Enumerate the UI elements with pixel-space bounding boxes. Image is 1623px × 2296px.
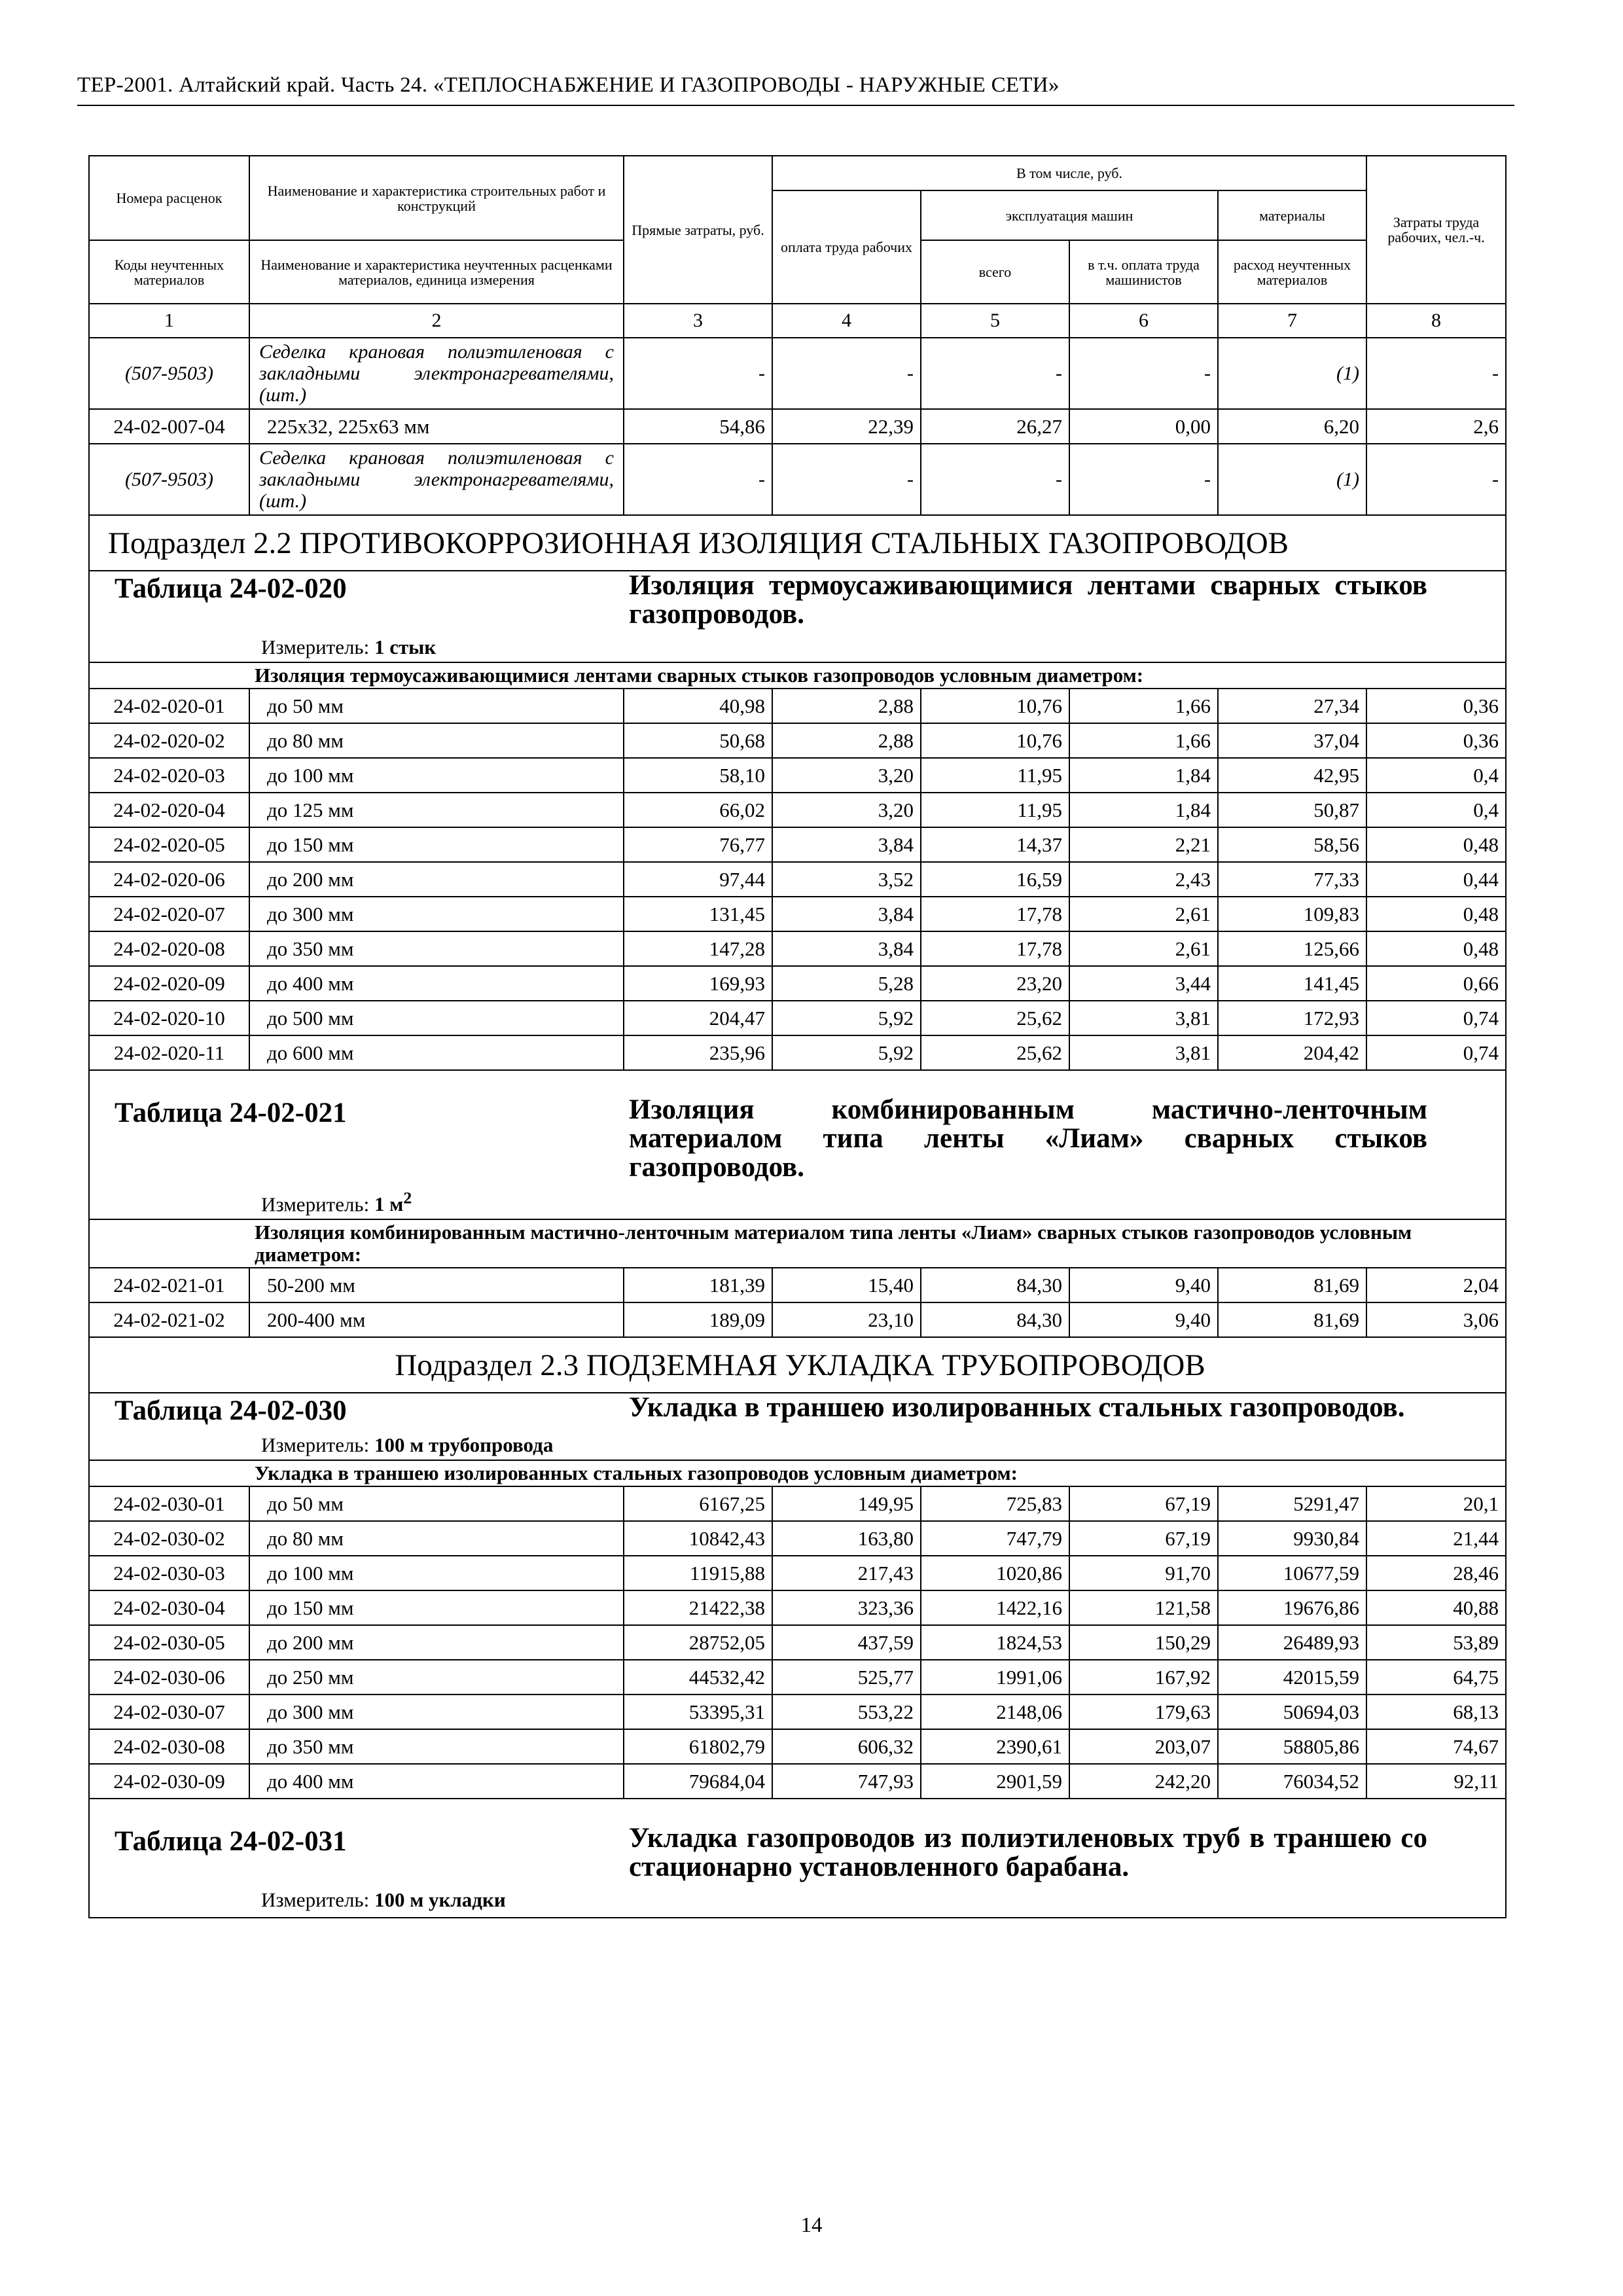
value-cell: 3,44 <box>1069 966 1218 1001</box>
value-cell: (1) <box>1218 444 1366 515</box>
rate-name: до 200 мм <box>249 1625 624 1660</box>
value-cell: 67,19 <box>1069 1486 1218 1521</box>
table-heading-020 <box>89 571 1506 662</box>
value-cell: 22,39 <box>772 409 921 444</box>
value-cell: 5,92 <box>772 1035 921 1070</box>
value-cell: 28752,05 <box>624 1625 772 1660</box>
rate-name: до 80 мм <box>249 1521 624 1556</box>
value-cell: 189,09 <box>624 1302 772 1337</box>
value-cell: 747,79 <box>921 1521 1069 1556</box>
rate-code: 24-02-020-04 <box>89 793 249 827</box>
value-cell: 42,95 <box>1218 758 1366 793</box>
column-number: 8 <box>1366 304 1506 338</box>
value-cell: 179,63 <box>1069 1695 1218 1729</box>
value-cell: 2,6 <box>1366 409 1506 444</box>
rate-code: 24-02-020-06 <box>89 862 249 897</box>
table-description: Укладка в траншею изолированных стальных газопроводов. <box>629 1392 1405 1424</box>
value-cell: 40,98 <box>624 689 772 723</box>
value-cell: 2,88 <box>772 689 921 723</box>
value-cell: 15,40 <box>772 1268 921 1302</box>
rate-code: 24-02-030-06 <box>89 1660 249 1695</box>
value-cell: 19676,86 <box>1218 1590 1366 1625</box>
table-row <box>89 1521 1506 1556</box>
rate-name: до 350 мм <box>249 931 624 966</box>
material-row <box>89 338 1506 409</box>
value-cell: 2901,59 <box>921 1764 1069 1799</box>
table-row <box>89 1035 1506 1070</box>
value-cell: 91,70 <box>1069 1556 1218 1590</box>
rate-code: 24-02-030-08 <box>89 1729 249 1764</box>
value-cell: 27,34 <box>1218 689 1366 723</box>
value-cell: 181,39 <box>624 1268 772 1302</box>
table-row <box>89 966 1506 1001</box>
table-row <box>89 1001 1506 1035</box>
value-cell: 50,68 <box>624 723 772 758</box>
value-cell: 84,30 <box>921 1302 1069 1337</box>
value-cell: 14,37 <box>921 827 1069 862</box>
value-cell: 40,88 <box>1366 1590 1506 1625</box>
rate-name: 50-200 мм <box>249 1268 624 1302</box>
rate-name: до 150 мм <box>249 827 624 862</box>
value-cell: 1,66 <box>1069 689 1218 723</box>
value-cell: 147,28 <box>624 931 772 966</box>
value-cell: 5,92 <box>772 1001 921 1035</box>
rate-name: Седелка крановая полиэтиленовая с закладными электронагревателями, (шт.) <box>249 338 624 409</box>
table-row <box>89 1486 1506 1521</box>
rate-name: до 300 мм <box>249 1695 624 1729</box>
rate-code: 24-02-020-05 <box>89 827 249 862</box>
column-number: 3 <box>624 304 772 338</box>
value-cell: 74,67 <box>1366 1729 1506 1764</box>
header-codes: Номера расценок <box>89 156 249 240</box>
value-cell: 217,43 <box>772 1556 921 1590</box>
value-cell: 149,95 <box>772 1486 921 1521</box>
table-heading-030 <box>89 1393 1506 1460</box>
rate-name: до 200 мм <box>249 862 624 897</box>
value-cell: 54,86 <box>624 409 772 444</box>
header-mat-codes: Коды неучтенных материалов <box>89 240 249 304</box>
header-unaccounted: расход неучтенных материалов <box>1218 240 1366 304</box>
value-cell: 64,75 <box>1366 1660 1506 1695</box>
value-cell: 21,44 <box>1366 1521 1506 1556</box>
table-row <box>89 689 1506 723</box>
value-cell: 1020,86 <box>921 1556 1069 1590</box>
value-cell: 235,96 <box>624 1035 772 1070</box>
rate-name: 200-400 мм <box>249 1302 624 1337</box>
header-name: Наименование и характеристика строительных работ и конструкций <box>249 156 624 240</box>
value-cell: 28,46 <box>1366 1556 1506 1590</box>
value-cell: 25,62 <box>921 1035 1069 1070</box>
header-mat-name: Наименование и характеристика неучтенных расценками материалов, единица измерения <box>249 240 624 304</box>
rate-code: 24-02-021-02 <box>89 1302 249 1337</box>
table-row <box>89 1660 1506 1695</box>
value-cell: 9,40 <box>1069 1302 1218 1337</box>
value-cell: 3,84 <box>772 931 921 966</box>
rate-name: до 250 мм <box>249 1660 624 1695</box>
value-cell: (1) <box>1218 338 1366 409</box>
value-cell: 10,76 <box>921 723 1069 758</box>
table-heading-031 <box>89 1799 1506 1918</box>
value-cell: - <box>772 444 921 515</box>
rate-code: 24-02-020-10 <box>89 1001 249 1035</box>
value-cell: 50,87 <box>1218 793 1366 827</box>
rate-name: 225x32, 225x63 мм <box>249 409 624 444</box>
value-cell: 725,83 <box>921 1486 1069 1521</box>
value-cell: 553,22 <box>772 1695 921 1729</box>
subsection-title: Подраздел 2.3 ПОДЗЕМНАЯ УКЛАДКА ТРУБОПРОВОДОВ <box>89 1337 1506 1393</box>
value-cell: 141,45 <box>1218 966 1366 1001</box>
table-row <box>89 1268 1506 1302</box>
value-cell: 1824,53 <box>921 1625 1069 1660</box>
value-cell: 437,59 <box>772 1625 921 1660</box>
table-unit: Измеритель: 1 $м^2$ <box>261 1189 412 1216</box>
rate-name: до 125 мм <box>249 793 624 827</box>
value-cell: 163,80 <box>772 1521 921 1556</box>
table-020-rows <box>89 689 1506 1070</box>
header-labor: оплата труда рабочих <box>772 190 921 304</box>
value-cell: 17,78 <box>921 897 1069 931</box>
table-row <box>89 1695 1506 1729</box>
value-cell: - <box>1069 338 1218 409</box>
table-row <box>89 1556 1506 1590</box>
value-cell: 10,76 <box>921 689 1069 723</box>
value-cell: 0,4 <box>1366 758 1506 793</box>
value-cell: 2,21 <box>1069 827 1218 862</box>
subsection-title: Подраздел 2.2 ПРОТИВОКОРРОЗИОННАЯ ИЗОЛЯЦИЯ СТАЛЬНЫХ ГАЗОПРОВОДОВ <box>89 515 1506 571</box>
value-cell: - <box>1366 444 1506 515</box>
value-cell: 67,19 <box>1069 1521 1218 1556</box>
value-cell: 0,00 <box>1069 409 1218 444</box>
rate-code: 24-02-020-01 <box>89 689 249 723</box>
value-cell: 0,74 <box>1366 1035 1506 1070</box>
value-cell: 1422,16 <box>921 1590 1069 1625</box>
rate-code: 24-02-020-02 <box>89 723 249 758</box>
rate-code: 24-02-007-04 <box>89 409 249 444</box>
rate-name: до 80 мм <box>249 723 624 758</box>
value-cell: 242,20 <box>1069 1764 1218 1799</box>
value-cell: 9,40 <box>1069 1268 1218 1302</box>
value-cell: 23,10 <box>772 1302 921 1337</box>
table-name: Таблица 24-02-030 <box>115 1395 347 1427</box>
table-row <box>89 1729 1506 1764</box>
value-cell: 3,84 <box>772 897 921 931</box>
rate-code: 24-02-030-09 <box>89 1764 249 1799</box>
header-direct: Прямые затраты, руб. <box>624 156 772 304</box>
value-cell: 3,20 <box>772 793 921 827</box>
value-cell: 6167,25 <box>624 1486 772 1521</box>
value-cell: 3,52 <box>772 862 921 897</box>
value-cell: 76,77 <box>624 827 772 862</box>
table-spec: Изоляция термоусаживающимися лентами сварных стыков газопроводов условным диаметром: <box>89 662 1506 689</box>
value-cell: 20,1 <box>1366 1486 1506 1521</box>
value-cell: 2,43 <box>1069 862 1218 897</box>
value-cell: 37,04 <box>1218 723 1366 758</box>
value-cell: 53395,31 <box>624 1695 772 1729</box>
table-row <box>89 827 1506 862</box>
value-cell: 81,69 <box>1218 1268 1366 1302</box>
column-number: 5 <box>921 304 1069 338</box>
value-cell: 0,48 <box>1366 827 1506 862</box>
rate-code: 24-02-030-02 <box>89 1521 249 1556</box>
value-cell: 1991,06 <box>921 1660 1069 1695</box>
table-description: Изоляция термоусаживающимися лентами сварных стыков газопроводов. <box>629 570 1427 630</box>
value-cell: 92,11 <box>1366 1764 1506 1799</box>
rate-name: до 400 мм <box>249 1764 624 1799</box>
table-unit: Измеритель: 100 м трубопровода <box>261 1433 554 1457</box>
column-number: 6 <box>1069 304 1218 338</box>
table-row <box>89 931 1506 966</box>
value-cell: 172,93 <box>1218 1001 1366 1035</box>
value-cell: 525,77 <box>772 1660 921 1695</box>
value-cell: 23,20 <box>921 966 1069 1001</box>
rate-code: 24-02-030-03 <box>89 1556 249 1590</box>
value-cell: 10677,59 <box>1218 1556 1366 1590</box>
value-cell: 42015,59 <box>1218 1660 1366 1695</box>
rate-code: 24-02-020-07 <box>89 897 249 931</box>
column-number: 2 <box>249 304 624 338</box>
value-cell: 58,10 <box>624 758 772 793</box>
rate-name: до 100 мм <box>249 1556 624 1590</box>
value-cell: - <box>1366 338 1506 409</box>
value-cell: 5291,47 <box>1218 1486 1366 1521</box>
value-cell: 203,07 <box>1069 1729 1218 1764</box>
rates-table <box>88 155 1507 1918</box>
rate-name: до 100 мм <box>249 758 624 793</box>
table-row <box>89 1590 1506 1625</box>
material-row <box>89 444 1506 515</box>
rate-code: 24-02-030-05 <box>89 1625 249 1660</box>
value-cell: 6,20 <box>1218 409 1366 444</box>
header-labor-cost: Затраты труда рабочих, чел.-ч. <box>1366 156 1506 304</box>
table-description: Укладка газопроводов из полиэтиленовых труб в траншею со стационарно установленного барабана. <box>629 1823 1427 1883</box>
table-heading-021 <box>89 1070 1506 1219</box>
value-cell: 2,61 <box>1069 931 1218 966</box>
value-cell: 84,30 <box>921 1268 1069 1302</box>
value-cell: 1,66 <box>1069 723 1218 758</box>
value-cell: 747,93 <box>772 1764 921 1799</box>
rate-code: 24-02-020-09 <box>89 966 249 1001</box>
table-unit: Измеритель: 100 м укладки <box>261 1888 506 1912</box>
header-rule <box>77 105 1514 106</box>
value-cell: 77,33 <box>1218 862 1366 897</box>
value-cell: 9930,84 <box>1218 1521 1366 1556</box>
value-cell: 167,92 <box>1069 1660 1218 1695</box>
value-cell: 323,36 <box>772 1590 921 1625</box>
header-machines: эксплуатация машин <box>921 190 1218 240</box>
table-spec: Укладка в траншею изолированных стальных газопроводов условным диаметром: <box>89 1460 1506 1486</box>
value-cell: 1,84 <box>1069 793 1218 827</box>
header-materials: материалы <box>1218 190 1366 240</box>
value-cell: 79684,04 <box>624 1764 772 1799</box>
value-cell: - <box>772 338 921 409</box>
value-cell: 3,81 <box>1069 1001 1218 1035</box>
value-cell: 26489,93 <box>1218 1625 1366 1660</box>
value-cell: 76034,52 <box>1218 1764 1366 1799</box>
value-cell: 0,36 <box>1366 723 1506 758</box>
value-cell: 0,66 <box>1366 966 1506 1001</box>
table-name: Таблица 24-02-020 <box>115 573 347 604</box>
value-cell: 17,78 <box>921 931 1069 966</box>
value-cell: 25,62 <box>921 1001 1069 1035</box>
column-number: 1 <box>89 304 249 338</box>
value-cell: 66,02 <box>624 793 772 827</box>
value-cell: 150,29 <box>1069 1625 1218 1660</box>
value-cell: 11,95 <box>921 758 1069 793</box>
table-row <box>89 409 1506 444</box>
rate-code: 24-02-020-11 <box>89 1035 249 1070</box>
value-cell: 26,27 <box>921 409 1069 444</box>
value-cell: 125,66 <box>1218 931 1366 966</box>
table-name: Таблица 24-02-031 <box>115 1826 347 1857</box>
rate-code: 24-02-020-03 <box>89 758 249 793</box>
value-cell: 68,13 <box>1366 1695 1506 1729</box>
value-cell: 81,69 <box>1218 1302 1366 1337</box>
page-number: 14 <box>800 2214 823 2237</box>
value-cell: 109,83 <box>1218 897 1366 931</box>
rate-name: Седелка крановая полиэтиленовая с закладными электронагревателями, (шт.) <box>249 444 624 515</box>
table-row <box>89 862 1506 897</box>
rate-code: (507-9503) <box>89 444 249 515</box>
value-cell: 3,81 <box>1069 1035 1218 1070</box>
value-cell: 606,32 <box>772 1729 921 1764</box>
rate-name: до 150 мм <box>249 1590 624 1625</box>
value-cell: 2,04 <box>1366 1268 1506 1302</box>
page-header: ТЕР-2001. Алтайский край. Часть 24. «ТЕПЛОСНАБЖЕНИЕ И ГАЗОПРОВОДЫ - НАРУЖНЫЕ СЕТИ» <box>77 73 1060 97</box>
value-cell: 169,93 <box>624 966 772 1001</box>
rate-name: до 500 мм <box>249 1001 624 1035</box>
rate-code: (507-9503) <box>89 338 249 409</box>
table-row <box>89 723 1506 758</box>
value-cell: 1,84 <box>1069 758 1218 793</box>
value-cell: 2,61 <box>1069 897 1218 931</box>
table-row <box>89 758 1506 793</box>
rate-name: до 300 мм <box>249 897 624 931</box>
table-row <box>89 1764 1506 1799</box>
rate-code: 24-02-020-08 <box>89 931 249 966</box>
table-row <box>89 897 1506 931</box>
rate-code: 24-02-030-07 <box>89 1695 249 1729</box>
value-cell: 2,88 <box>772 723 921 758</box>
value-cell: 44532,42 <box>624 1660 772 1695</box>
rate-name: до 50 мм <box>249 689 624 723</box>
value-cell: 0,48 <box>1366 897 1506 931</box>
value-cell: 5,28 <box>772 966 921 1001</box>
value-cell: 2390,61 <box>921 1729 1069 1764</box>
rate-name: до 600 мм <box>249 1035 624 1070</box>
column-number: 7 <box>1218 304 1366 338</box>
header-incl: В том числе, руб. <box>772 156 1366 190</box>
rate-code: 24-02-021-01 <box>89 1268 249 1302</box>
rate-code: 24-02-030-01 <box>89 1486 249 1521</box>
value-cell: 0,4 <box>1366 793 1506 827</box>
rate-code: 24-02-030-04 <box>89 1590 249 1625</box>
table-name: Таблица 24-02-021 <box>115 1098 347 1128</box>
value-cell: 204,47 <box>624 1001 772 1035</box>
table-row <box>89 793 1506 827</box>
table-030-rows <box>89 1486 1506 1799</box>
value-cell: 10842,43 <box>624 1521 772 1556</box>
rate-name: до 400 мм <box>249 966 624 1001</box>
header-incl-operators: в т.ч. оплата труда машинистов <box>1069 240 1218 304</box>
value-cell: 21422,38 <box>624 1590 772 1625</box>
value-cell: 3,84 <box>772 827 921 862</box>
table-row <box>89 1302 1506 1337</box>
value-cell: 16,59 <box>921 862 1069 897</box>
value-cell: 0,74 <box>1366 1001 1506 1035</box>
column-numbers-row <box>89 304 1506 338</box>
value-cell: 11,95 <box>921 793 1069 827</box>
value-cell: 0,44 <box>1366 862 1506 897</box>
table-021-rows <box>89 1268 1506 1337</box>
value-cell: 97,44 <box>624 862 772 897</box>
value-cell: 3,20 <box>772 758 921 793</box>
rate-name: до 50 мм <box>249 1486 624 1521</box>
column-number: 4 <box>772 304 921 338</box>
table-spec: Изоляция комбинированным мастично-ленточным материалом типа ленты «Лиам» сварных стыков газопроводов условным диаметром: <box>89 1219 1506 1268</box>
value-cell: 3,06 <box>1366 1302 1506 1337</box>
value-cell: 11915,88 <box>624 1556 772 1590</box>
value-cell: - <box>921 444 1069 515</box>
value-cell: - <box>921 338 1069 409</box>
value-cell: - <box>624 444 772 515</box>
header-total: всего <box>921 240 1069 304</box>
value-cell: 61802,79 <box>624 1729 772 1764</box>
table-row <box>89 1625 1506 1660</box>
value-cell: 204,42 <box>1218 1035 1366 1070</box>
value-cell: 2148,06 <box>921 1695 1069 1729</box>
value-cell: 0,48 <box>1366 931 1506 966</box>
value-cell: 121,58 <box>1069 1590 1218 1625</box>
value-cell: 58805,86 <box>1218 1729 1366 1764</box>
top-rows <box>89 338 1506 515</box>
value-cell: 58,56 <box>1218 827 1366 862</box>
value-cell: 50694,03 <box>1218 1695 1366 1729</box>
table-unit: Измеритель: 1 стык <box>261 636 437 658</box>
value-cell: 131,45 <box>624 897 772 931</box>
rate-name: до 350 мм <box>249 1729 624 1764</box>
value-cell: 53,89 <box>1366 1625 1506 1660</box>
value-cell: 0,36 <box>1366 689 1506 723</box>
value-cell: - <box>1069 444 1218 515</box>
value-cell: - <box>624 338 772 409</box>
table-description: Изоляция комбинированным мастично-ленточным материалом типа ленты «Лиам» сварных стыков газопроводов. <box>629 1094 1427 1183</box>
